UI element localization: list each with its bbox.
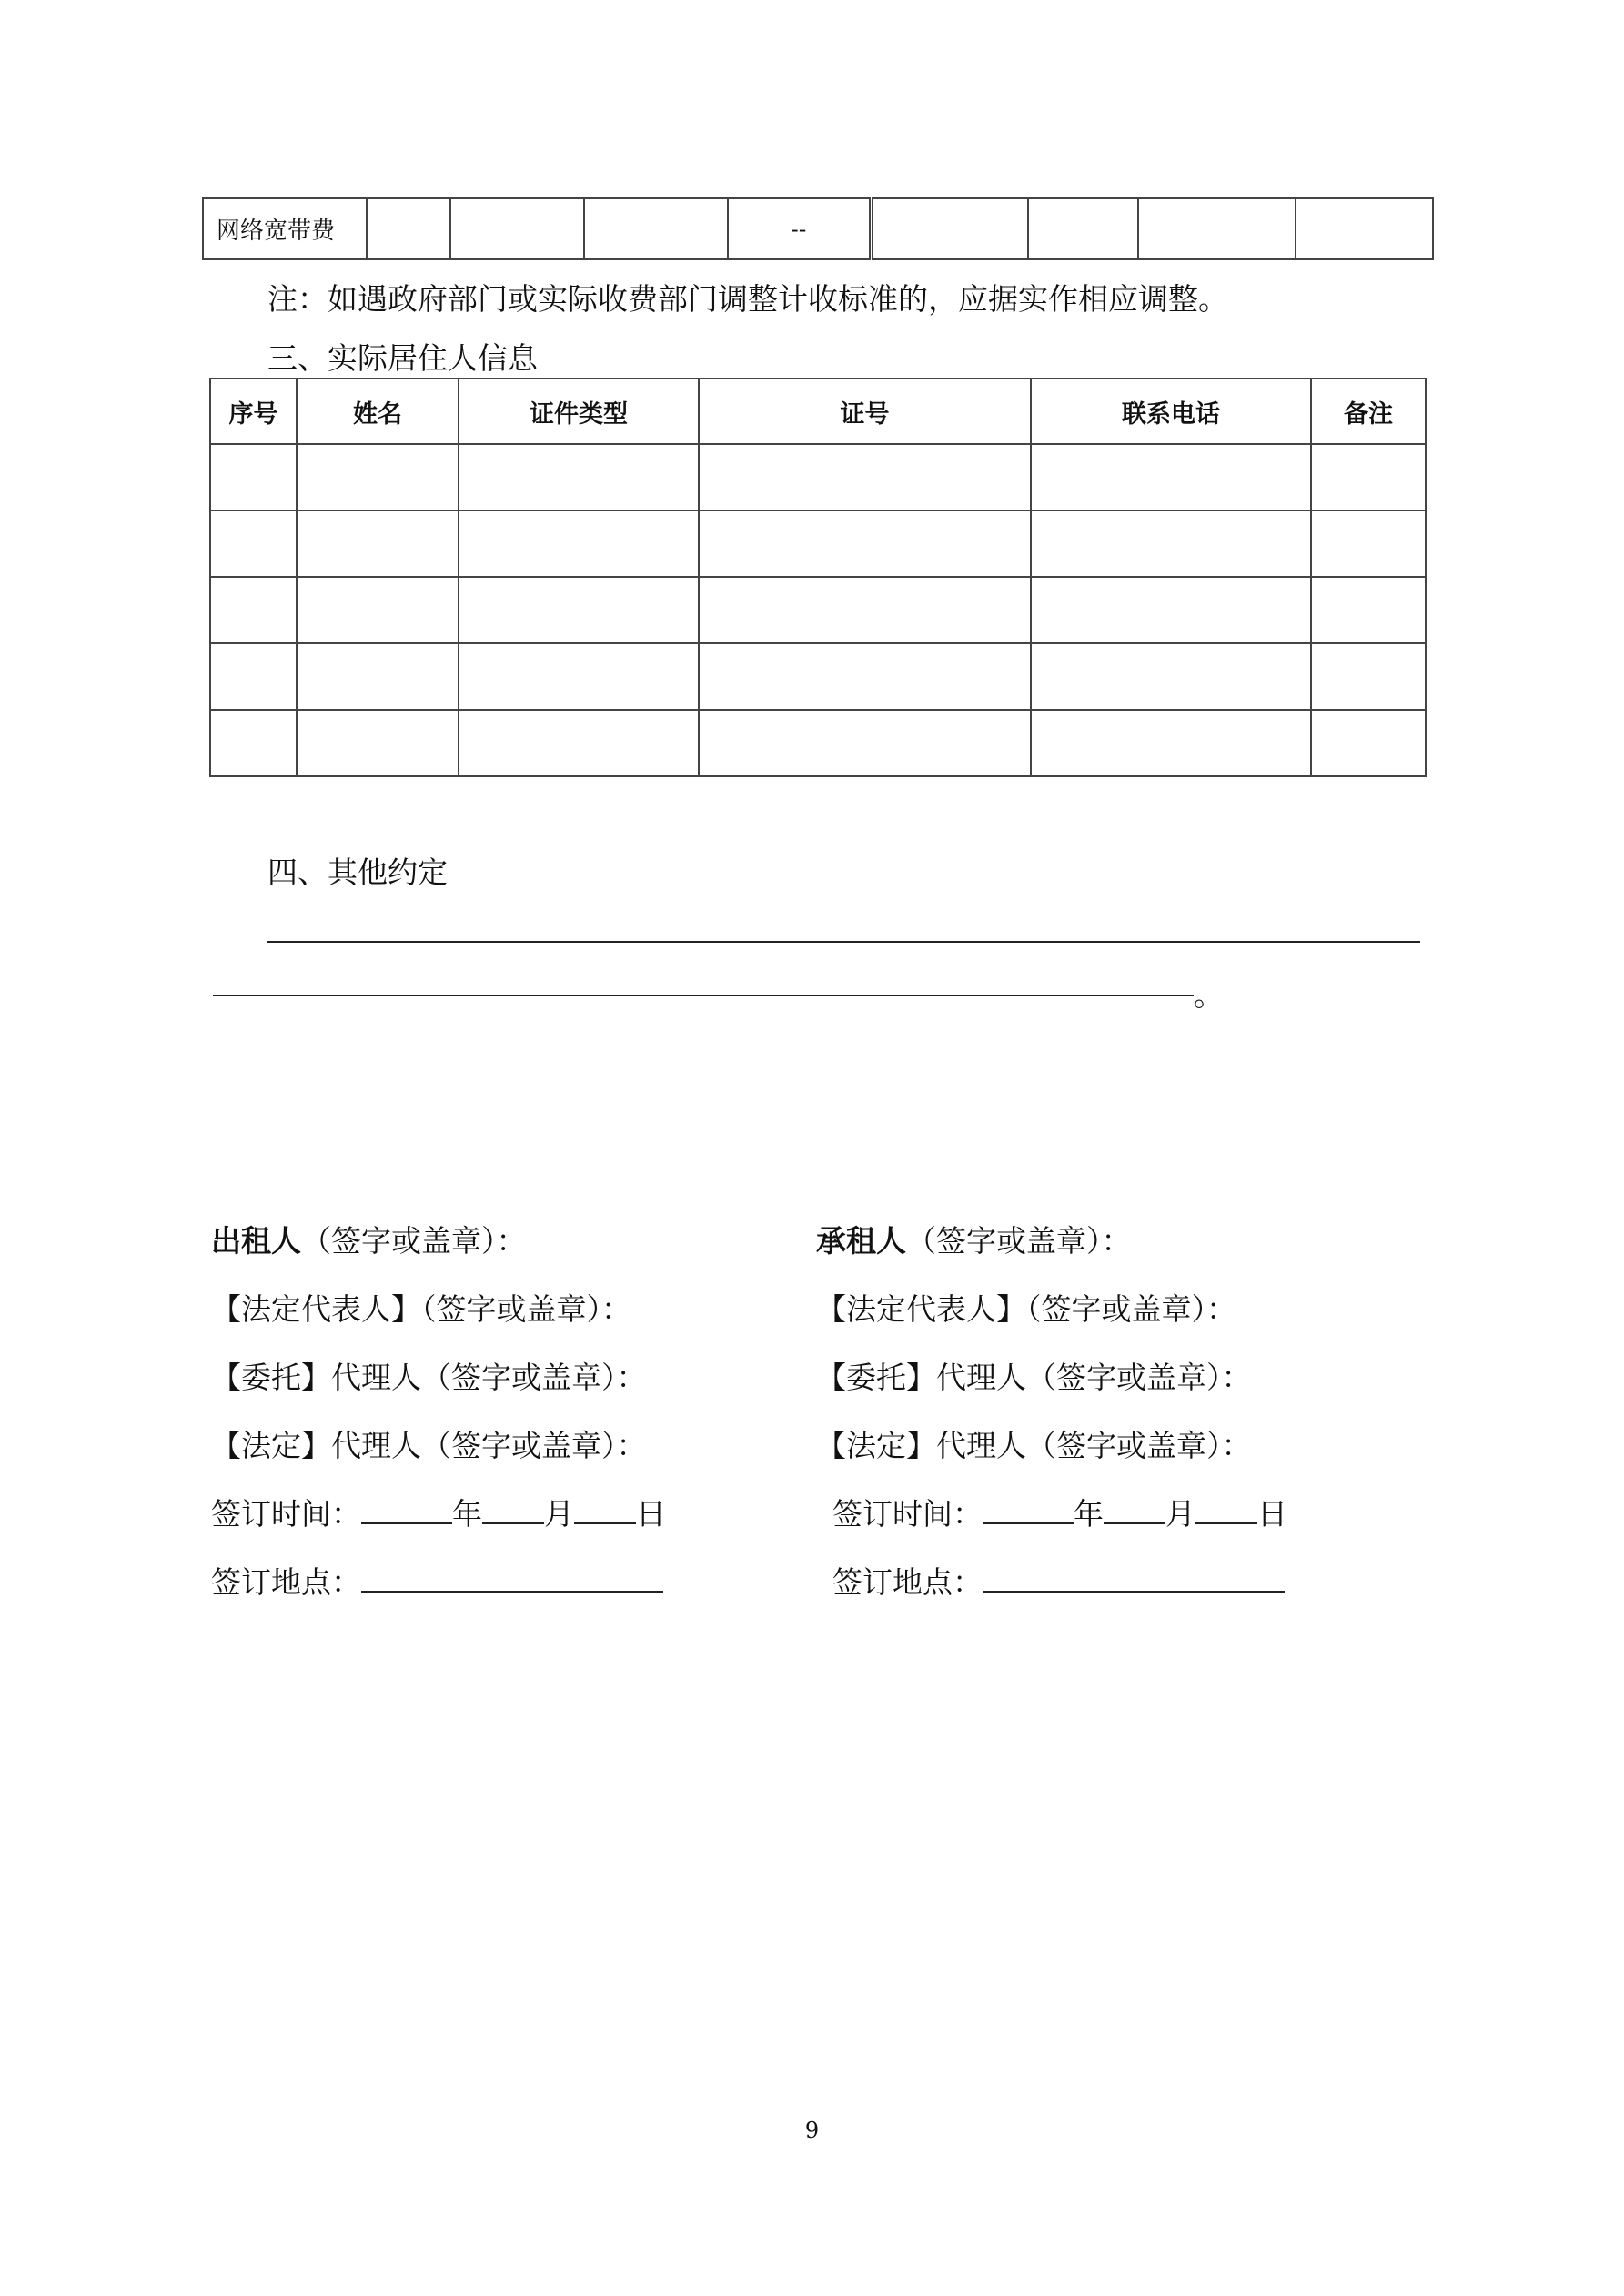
lessee-place-label: 签订地点： [832,1564,983,1600]
day-label: 日 [636,1496,666,1532]
table-cell [459,577,699,643]
lessee-place-line [832,1559,1285,1602]
table-cell [210,710,297,776]
table-cell [1311,643,1426,710]
table-cell [210,643,297,710]
lessor-title-line [211,1218,527,1260]
lessor-place-label: 签订地点： [211,1564,361,1600]
lessor-title: 出租人 [211,1223,301,1259]
table-cell [699,444,1031,511]
header-phone: 联系电话 [1031,379,1311,444]
table-cell [459,643,699,710]
lessee-date-line [832,1491,1287,1533]
day-label: 日 [1257,1496,1287,1532]
lessor-entrusted-agent: 【委托】代理人（签字或盖章）： [211,1360,647,1395]
day-blank [1195,1495,1257,1524]
fee-table [202,197,1434,260]
year-label: 年 [1074,1496,1104,1532]
fee-dash-cell: -- [728,198,871,259]
lessee-statutory-agent: 【法定】代理人（签字或盖章）： [816,1428,1252,1463]
lessor-legal-rep: 【法定代表人】（签字或盖章）： [211,1291,631,1327]
table-cell [1311,444,1426,511]
table-cell [210,444,297,511]
table-cell [459,511,699,577]
lessor-title-suffix: （签字或盖章）： [301,1223,527,1259]
other-terms-line [267,941,1420,943]
month-blank [1104,1495,1165,1524]
table-cell [699,710,1031,776]
lessee-title-suffix: （签字或盖章）： [906,1223,1132,1259]
lessee-date-label: 签订时间： [832,1496,983,1532]
table-cell [699,577,1031,643]
fee-cell [1296,198,1433,259]
header-remarks: 备注 [1311,379,1426,444]
section3-title: 三、实际居住人信息 [267,340,538,376]
fee-cell [584,198,728,259]
table-cell [297,444,459,511]
place-blank [361,1563,663,1593]
header-name: 姓名 [297,379,459,444]
table-cell [1031,643,1311,710]
lessor-statutory-agent: 【法定】代理人（签字或盖章）： [211,1428,647,1463]
table-cell [699,643,1031,710]
table-cell [210,511,297,577]
table-row [210,444,1426,511]
table-cell [459,444,699,511]
fee-row-label: 网络宽带费 [203,198,367,259]
table-cell [210,577,297,643]
month-label: 月 [544,1496,574,1532]
fee-cell [871,198,1028,259]
lessee-legal-rep: 【法定代表人】（签字或盖章）： [816,1291,1236,1327]
table-cell [1031,444,1311,511]
table-cell [1031,710,1311,776]
year-blank [983,1495,1074,1524]
place-blank [983,1563,1285,1593]
table-cell [1311,511,1426,577]
header-id-number: 证号 [699,379,1031,444]
lessee-title-line [816,1218,1132,1260]
fee-cell [1138,198,1296,259]
table-row [210,643,1426,710]
month-blank [482,1495,544,1524]
other-terms-end-mark: 。 [1194,977,1224,1013]
table-cell [297,577,459,643]
fee-cell [1028,198,1138,259]
table-cell [1311,710,1426,776]
table-cell [297,643,459,710]
table-row [210,511,1426,577]
table-cell [297,710,459,776]
month-label: 月 [1165,1496,1195,1532]
header-index: 序号 [210,379,297,444]
year-blank [361,1495,452,1524]
lessor-date-line [211,1491,666,1533]
lessee-entrusted-agent: 【委托】代理人（签字或盖章）： [816,1360,1252,1395]
residents-table [209,378,1427,777]
table-cell [1311,577,1426,643]
adjustment-note: 注：如遇政府部门或实际收费部门调整计收标准的，应据实作相应调整。 [267,281,1228,317]
table-header-row [210,379,1426,444]
lessor-place-line [211,1559,663,1602]
table-cell [459,710,699,776]
fee-cell [367,198,450,259]
other-terms-line [213,995,1194,996]
table-cell [297,511,459,577]
section4-title: 四、其他约定 [267,855,448,890]
fee-cell [450,198,584,259]
lessor-date-label: 签订时间： [211,1496,361,1532]
day-blank [574,1495,636,1524]
header-id-type: 证件类型 [459,379,699,444]
year-label: 年 [452,1496,482,1532]
fee-row-broadband [203,198,1433,259]
lessee-title: 承租人 [816,1223,906,1259]
table-row [210,577,1426,643]
table-cell [1031,511,1311,577]
table-cell [1031,577,1311,643]
table-cell [699,511,1031,577]
page-number: 9 [804,2118,820,2143]
table-row [210,710,1426,776]
